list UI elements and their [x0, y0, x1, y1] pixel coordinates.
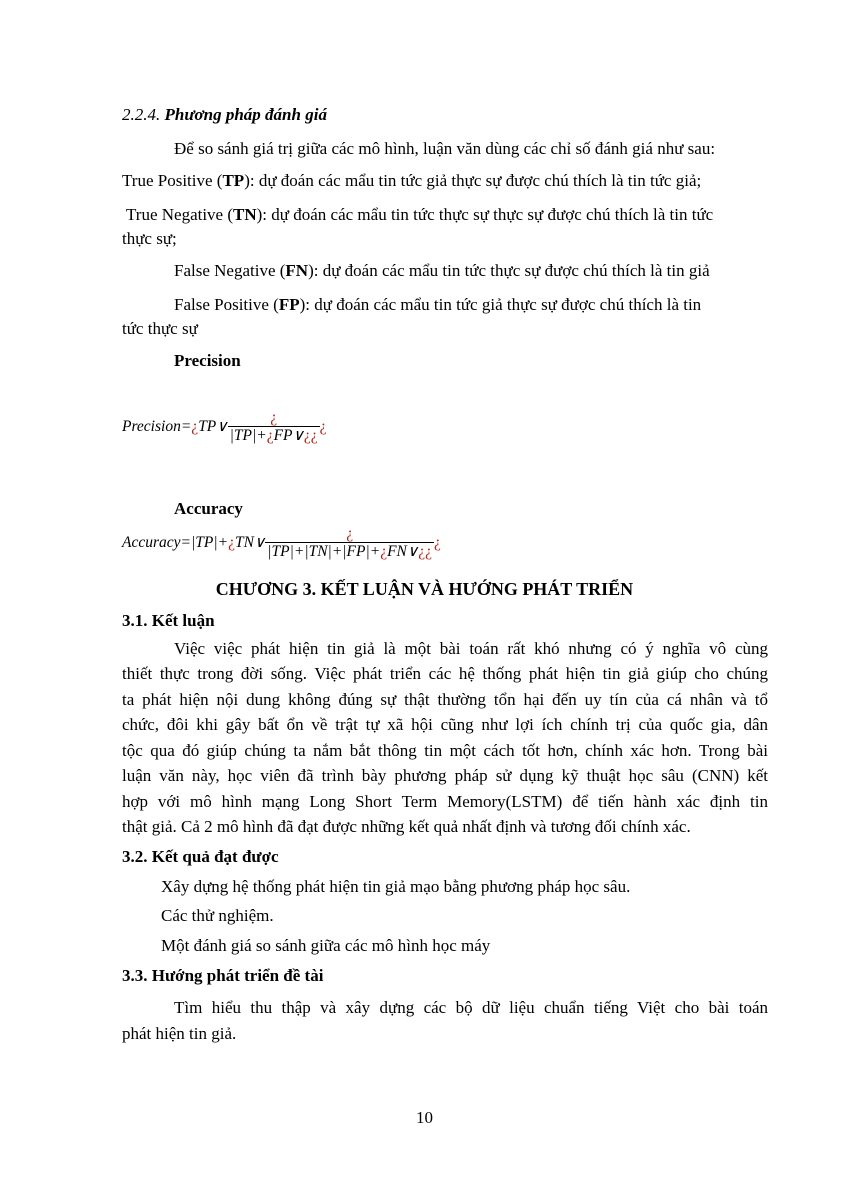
tn-definition-cont: thực sự;	[122, 229, 177, 248]
precision-den-a: |TP|+	[229, 427, 267, 444]
accuracy-tn: TN∨	[234, 534, 266, 552]
tn-abbr: TN	[233, 205, 257, 224]
result-item-1: Xây dựng hệ thống phát hiện tin giả mạo bằng phương pháp học sâu.	[161, 877, 631, 896]
fp-post: ): dự đoán các mẩu tin tức giả thực sự được chú thích là tin	[299, 295, 702, 314]
section-3-1-title: 3.1. Kết luận	[122, 611, 215, 630]
precision-formula	[122, 410, 327, 445]
precision-heading-text: Precision	[174, 351, 241, 370]
section-3-3-title: 3.3. Hướng phát triển đề tài	[122, 966, 324, 985]
accuracy-tail: ¿	[434, 534, 441, 552]
accuracy-formula	[122, 526, 441, 561]
conclusion-line-7: hợp với mô hình mạng Long Short Term Memory(LSTM) để tiến hành xác định tin	[122, 792, 768, 811]
section-3-2-title: 3.2. Kết quả đạt được	[122, 847, 279, 866]
conclusion-line-3: ta phát hiện nội dung không đúng sự thật thường tổn hại đến uy tín của cá nhân và tổ	[122, 690, 768, 709]
accuracy-heading-text: Accuracy	[174, 499, 243, 518]
fn-definition	[174, 260, 710, 282]
accuracy-q1: ¿	[228, 534, 235, 552]
tn-definition	[126, 204, 713, 226]
accuracy-lhs: Accuracy=|TP|+	[122, 534, 229, 552]
conclusion-line-2: thiết thực trong đời sống. Việc phát triển các hệ thống phát hiện tin giả giúp cho chúng	[122, 664, 768, 683]
accuracy-heading	[174, 498, 243, 520]
fn-abbr: FN	[285, 261, 309, 280]
precision-tp: TP∨	[198, 418, 228, 436]
page-number: 10	[416, 1108, 433, 1127]
section-title: Phương pháp đánh giá	[164, 105, 327, 124]
precision-numerator: ¿	[228, 410, 320, 427]
conclusion-line-4: chức, đôi khi gây bất ổn về trật tự xã hội cũng như lợi ích chính trị của quốc gia, dân	[122, 715, 768, 734]
tp-post: ): dự đoán các mẩu tin tức giả thực sự được chú thích là tin tức giả;	[244, 171, 702, 190]
future-line-1: Tìm hiểu thu thập và xây dựng các bộ dữ liệu chuẩn tiếng Việt cho bài toán	[174, 998, 768, 1017]
precision-fraction	[228, 410, 320, 445]
precision-q1: ¿	[191, 418, 199, 436]
fp-definition	[174, 294, 701, 316]
precision-lhs: Precision=	[122, 418, 192, 436]
fp-definition-cont: tức thực sự	[122, 319, 198, 338]
section-heading	[122, 104, 327, 126]
conclusion-line-5: tộc qua đó giúp chúng ta nắm bắt thông tin một cách tốt hơn, chính xác hơn. Trong bài	[122, 741, 768, 760]
accuracy-den-q2: ¿¿	[418, 543, 433, 560]
conclusion-line-8: thật giả. Cả 2 mô hình đã đạt được những kết quả nhất định và tương đối chính xác.	[122, 817, 691, 836]
conclusion-line-1: Việc việc phát hiện tin giả là một bài toán rất khó nhưng có ý nghĩa vô cùng	[174, 639, 768, 658]
result-item-2: Các thử nghiệm.	[161, 906, 274, 925]
tp-abbr: TP	[222, 171, 245, 190]
accuracy-den-b: FN∨	[387, 543, 419, 560]
precision-den-q: ¿	[266, 427, 274, 444]
chapter-title: CHƯƠNG 3. KẾT LUẬN VÀ HƯỚNG PHÁT TRIỂN	[215, 579, 634, 599]
result-item-3: Một đánh giá so sánh giữa các mô hình học máy	[161, 936, 491, 955]
tn-post: ): dự đoán các mẩu tin tức thực sự thực sự được chú thích là tin tức	[256, 205, 714, 224]
fp-abbr: FP	[278, 295, 300, 314]
tp-definition	[122, 170, 701, 192]
accuracy-den-q: ¿	[380, 543, 388, 560]
intro-line: Để so sánh giá trị giữa các mô hình, luận văn dùng các chỉ số đánh giá như sau:	[174, 139, 716, 158]
fp-pre: False Positive (	[174, 295, 279, 314]
accuracy-numerator: ¿	[265, 526, 434, 543]
section-number: 2.2.4.	[122, 105, 161, 124]
precision-den-b: FP∨	[273, 427, 304, 444]
precision-den-q2: ¿¿	[303, 427, 318, 444]
conclusion-line-6: luận văn này, học viên đã trình bày phương pháp sử dụng kỹ thuật học sâu (CNN) kết	[122, 766, 768, 785]
future-line-2: phát hiện tin giả.	[122, 1024, 237, 1043]
fn-pre: False Negative (	[174, 261, 286, 280]
accuracy-den-a: |TP|+|TN|+|FP|+	[267, 543, 381, 560]
accuracy-fraction	[265, 526, 434, 561]
tn-pre: True Negative (	[126, 205, 234, 224]
fn-post: ): dự đoán các mẩu tin tức thực sự được chú thích là tin giả	[308, 261, 710, 280]
precision-tail: ¿	[319, 418, 327, 436]
tp-pre: True Positive (	[122, 171, 223, 190]
precision-heading	[174, 350, 241, 372]
